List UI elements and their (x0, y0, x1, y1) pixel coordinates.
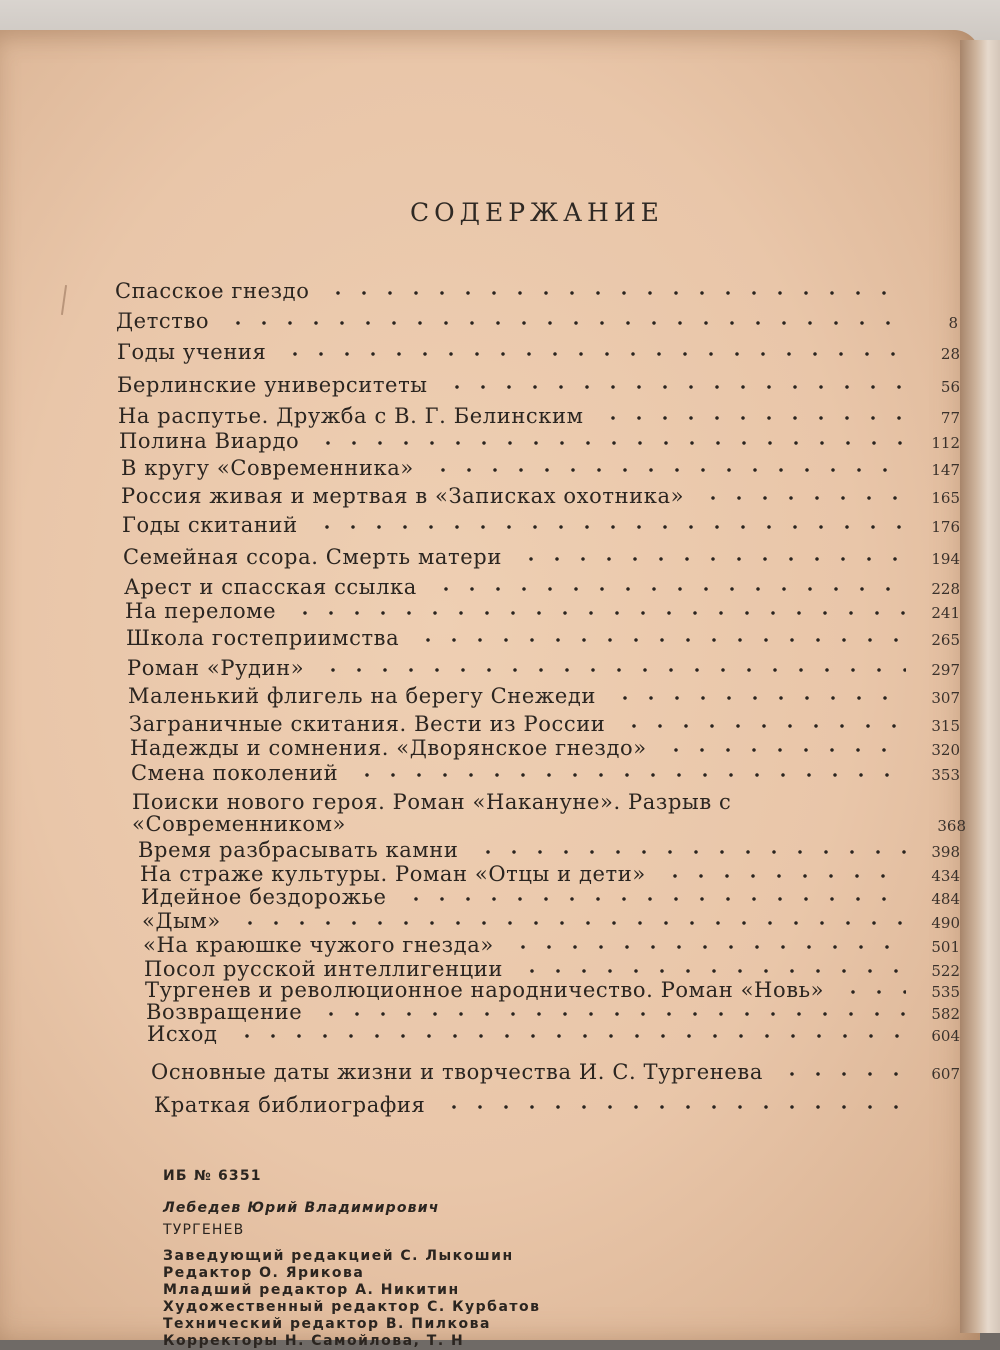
toc-entry-page: 434 (931, 867, 960, 885)
toc-entry-page: 501 (931, 938, 960, 956)
toc-entry (127, 656, 960, 684)
toc-entry (123, 545, 960, 573)
toc-entry-title: Роман «Рудин» (127, 656, 305, 680)
toc-entry-title: Полина Виардо (119, 429, 300, 453)
toc-entry (154, 1093, 960, 1121)
toc-entry-title: Время разбрасывать камни (138, 838, 459, 862)
dot-leader (319, 289, 891, 297)
credit-line: Художественный редактор С. Курбатов (163, 1299, 541, 1315)
dot-leader (314, 666, 906, 674)
credit-line: Редактор О. Ярикова (163, 1265, 365, 1281)
dot-leader (469, 848, 907, 856)
toc-entry-title: Идейное бездорожье (141, 885, 387, 909)
toc-entry-page: 484 (931, 890, 960, 908)
toc-entry-title: На распутье. Дружба с В. Г. Белинским (118, 404, 584, 428)
toc-entry-title: Детство (116, 309, 210, 333)
toc-entry-page: 228 (931, 580, 960, 598)
toc-entry-title: Спасское гнездо (115, 279, 310, 303)
toc-entry (147, 1022, 960, 1050)
toc-entry-title: Годы учения (117, 340, 267, 364)
page-title: СОДЕРЖАНИЕ (410, 198, 664, 227)
dot-leader (657, 746, 906, 754)
dot-leader (834, 988, 906, 996)
dot-leader (219, 319, 904, 327)
dot-leader (606, 694, 906, 702)
credits-block (163, 1248, 541, 1350)
dot-leader (308, 523, 906, 531)
toc-entry-title: «На краюшке чужого гнезда» (143, 933, 494, 957)
toc-entry-title: Арест и спасская ссылка (124, 575, 417, 599)
dot-leader (504, 943, 906, 951)
toc-entry-title: Поиски нового героя. Роман «Накануне». Разрыв с «Современником» (132, 790, 732, 836)
toc-entry-page: 320 (931, 741, 960, 759)
toc-entry (132, 785, 966, 836)
toc-entry-page: 194 (931, 550, 960, 568)
dot-leader (276, 350, 906, 358)
dot-leader (773, 1070, 906, 1078)
toc-entry-page: 522 (931, 962, 960, 980)
toc-entry (128, 684, 960, 712)
book-title: ТУРГЕНЕВ (163, 1222, 245, 1238)
ib-number: ИБ № 6351 (163, 1168, 262, 1184)
toc-entry (117, 340, 960, 368)
toc-entry (130, 736, 960, 764)
toc-entry-page: 176 (931, 518, 960, 536)
toc-entry (115, 279, 945, 307)
toc-entry-title: Надежды и сомнения. «Дворянское гнездо» (130, 736, 647, 760)
toc-entry (118, 404, 960, 432)
toc-entry-title: Маленький флигель на берегу Снежеди (128, 684, 596, 708)
toc-entry (121, 456, 960, 484)
toc-entry-title: На переломе (125, 599, 277, 623)
toc-entry-title: Годы скитаний (122, 513, 298, 537)
toc-entry-page: 315 (931, 717, 960, 735)
toc-entry-page: 307 (931, 689, 960, 707)
dot-leader (309, 439, 906, 447)
dot-leader (615, 722, 906, 730)
toc-entry-page: 297 (931, 661, 960, 679)
credit-line: Заведующий редакцией С. Лыкошин (163, 1248, 514, 1264)
dot-leader (694, 494, 906, 502)
toc-entry-title: Основные даты жизни и творчества И. С. Тургенева (151, 1060, 763, 1084)
toc-entry-title: Тургенев и революционное народничество. Роман «Новь» (145, 978, 825, 1002)
toc-entry-title: Исход (147, 1022, 218, 1046)
dot-leader (435, 1103, 906, 1111)
toc-entry-title: Россия живая и мертвая в «Записках охотника» (121, 484, 685, 508)
toc-entry-page: 582 (931, 1005, 960, 1023)
dot-leader (286, 609, 906, 617)
toc-entry-page: 56 (940, 378, 960, 396)
toc-entry (121, 484, 960, 512)
toc-entry (126, 626, 960, 654)
dot-leader (424, 466, 906, 474)
dot-leader (512, 555, 906, 563)
dot-leader (656, 872, 906, 880)
dot-leader (312, 1010, 906, 1018)
toc-entry-page: 490 (931, 914, 960, 932)
dot-leader (231, 919, 906, 927)
toc-entry (151, 1060, 960, 1088)
author-name: Лебедев Юрий Владимирович (163, 1200, 440, 1216)
dot-leader (438, 383, 906, 391)
toc-entry-title: Школа гостеприимства (126, 626, 400, 650)
toc-entry-page: 77 (940, 409, 960, 427)
toc-entry (117, 373, 960, 401)
dot-leader (409, 636, 906, 644)
toc-entry-title: Смена поколений (131, 761, 339, 785)
toc-entry-title: Семейная ссора. Смерть матери (123, 545, 502, 569)
toc-entry-page: 607 (931, 1065, 960, 1083)
toc-entry-page: 147 (931, 461, 960, 479)
toc-entry-page: 112 (931, 434, 960, 452)
dot-leader (348, 771, 906, 779)
toc-entry-page: 604 (931, 1027, 960, 1045)
toc-entry-page: 368 (937, 817, 966, 835)
toc-entry (119, 429, 960, 457)
toc-entry (116, 309, 958, 337)
toc-entry-page: 398 (931, 843, 960, 861)
toc-entry-page: 535 (931, 983, 960, 1001)
toc-entry-title: На страже культуры. Роман «Отцы и дети» (140, 862, 646, 886)
toc-entry-title: В кругу «Современника» (121, 456, 414, 480)
toc-entry-title: «Дым» (142, 909, 221, 933)
toc-entry-page: 8 (948, 314, 958, 332)
dot-leader (427, 585, 906, 593)
toc-entry-title: Краткая библиография (154, 1093, 426, 1117)
dot-leader (397, 895, 906, 903)
toc-entry-title: Возвращение (146, 1000, 303, 1024)
credit-line: Младший редактор А. Никитин (163, 1282, 460, 1298)
toc-entry-page: 165 (931, 489, 960, 507)
toc-entry-page: 241 (931, 604, 960, 622)
credit-line: Технический редактор В. Пилкова (163, 1316, 491, 1332)
toc-entry-title: Посол русской интеллигенции (144, 957, 503, 981)
toc-entry-title: Заграничные скитания. Вести из России (129, 712, 606, 736)
dot-leader (513, 967, 906, 975)
toc-entry-page: 265 (931, 631, 960, 649)
toc-entry-page: 28 (940, 345, 960, 363)
toc-entry-title: Берлинские университеты (117, 373, 428, 397)
toc-entry (122, 513, 960, 541)
toc-entry-page: 353 (931, 766, 960, 784)
dot-leader (228, 1032, 907, 1040)
toc-entry (125, 599, 960, 627)
credit-line: Корректоры Н. Самойлова, Т. Н (163, 1333, 465, 1349)
dot-leader (594, 414, 906, 422)
